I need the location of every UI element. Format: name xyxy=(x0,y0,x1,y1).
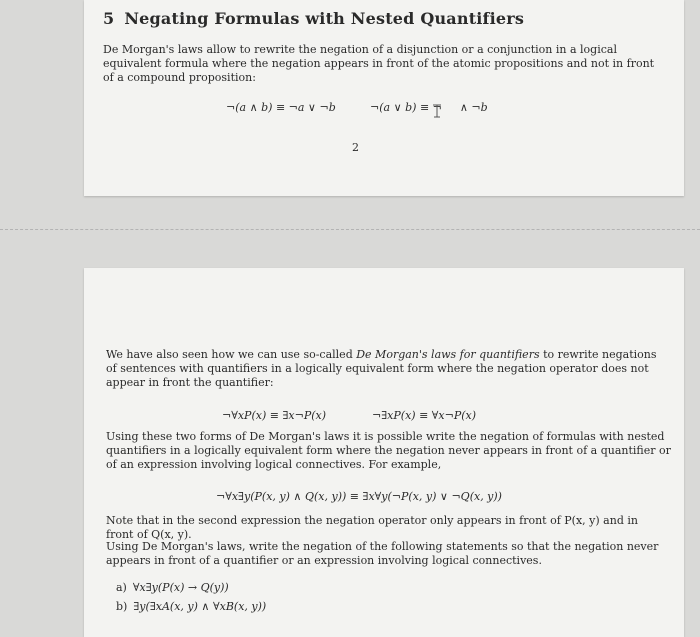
example-formula: ¬∀x∃y(P(x, y) ∧ Q(x, y)) ≡ ∃x∀y(¬P(x, y) ∨ ¬Q(x, y)) xyxy=(216,490,502,503)
task-paragraph xyxy=(106,540,658,568)
exercise-b xyxy=(116,600,266,613)
quantifier-intro-line: appear in front the quantifier: xyxy=(106,376,274,389)
usage-line: of an expression involving logical connectives. For example, xyxy=(106,458,442,471)
demorgan-conjunction-formula: ¬(a ∧ b) ≡ ¬a ∨ ¬b xyxy=(226,101,336,114)
note-paragraph xyxy=(106,514,638,542)
exercise-a xyxy=(116,581,229,594)
section-title: Negating Formulas with Nested Quantifiers xyxy=(124,9,525,28)
demorgan-disjunction-prefix: ¬(a ∨ b) ≡ ¬ xyxy=(370,101,442,114)
quantifier-intro-line xyxy=(106,348,657,362)
intro-line: equivalent formula where the negation appears in front of the atomic propositions and not in front xyxy=(103,57,655,70)
handwritten-cursor-mark xyxy=(431,103,445,119)
quantifier-intro-text: We have also seen how we can use so-called xyxy=(106,348,357,361)
usage-paragraph xyxy=(106,430,671,472)
intro-line: of a compound proposition: xyxy=(103,71,256,84)
note-line: Note that in the second expression the negation operator only appears in front of P(x, y) and in xyxy=(106,514,638,527)
task-line: appears in front of a quantifier or an expression involving logical connectives. xyxy=(106,554,542,567)
quantifier-intro-paragraph xyxy=(106,348,657,390)
exercise-marker: a) xyxy=(116,581,127,594)
section-heading xyxy=(103,9,524,28)
usage-line: Using these two forms of De Morgan's laws it is possible write the negation of formulas with nested xyxy=(106,430,665,443)
exercise-marker: b) xyxy=(116,600,128,613)
demorgan-disjunction-formula xyxy=(370,101,488,114)
usage-line: quantifiers in a logically equivalent form where the negation never appears in front of a quantifier or xyxy=(106,444,671,457)
quantifier-intro-text: to rewrite negations xyxy=(539,348,657,361)
note-line: front of Q(x, y). xyxy=(106,528,192,541)
page-top xyxy=(84,0,684,196)
page-break-divider xyxy=(0,229,700,230)
page-bottom xyxy=(84,268,684,637)
intro-paragraph xyxy=(103,43,654,85)
intro-line: De Morgan's laws allow to rewrite the negation of a disjunction or a conjunction in a logical xyxy=(103,43,617,56)
demorgan-disjunction-suffix: ∧ ¬b xyxy=(459,101,488,114)
quantifier-exists-formula: ¬∃xP(x) ≡ ∀x¬P(x) xyxy=(372,409,477,422)
exercise-expression: ∀x∃y(P(x) → Q(y)) xyxy=(132,581,229,594)
task-line: Using De Morgan's laws, write the negation of the following statements so that the negation never xyxy=(106,540,659,553)
quantifier-intro-emphasis: De Morgan's laws for quantifiers xyxy=(356,348,540,361)
quantifier-forall-formula: ¬∀xP(x) ≡ ∃x¬P(x) xyxy=(222,409,327,422)
quantifier-intro-line: of sentences with quantifiers in a logically equivalent form where the negation operator does not xyxy=(106,362,649,375)
section-number: 5 xyxy=(103,9,115,28)
exercise-expression: ∃y(∃xA(x, y) ∧ ∀xB(x, y)) xyxy=(133,600,267,613)
page-number: 2 xyxy=(352,141,359,154)
